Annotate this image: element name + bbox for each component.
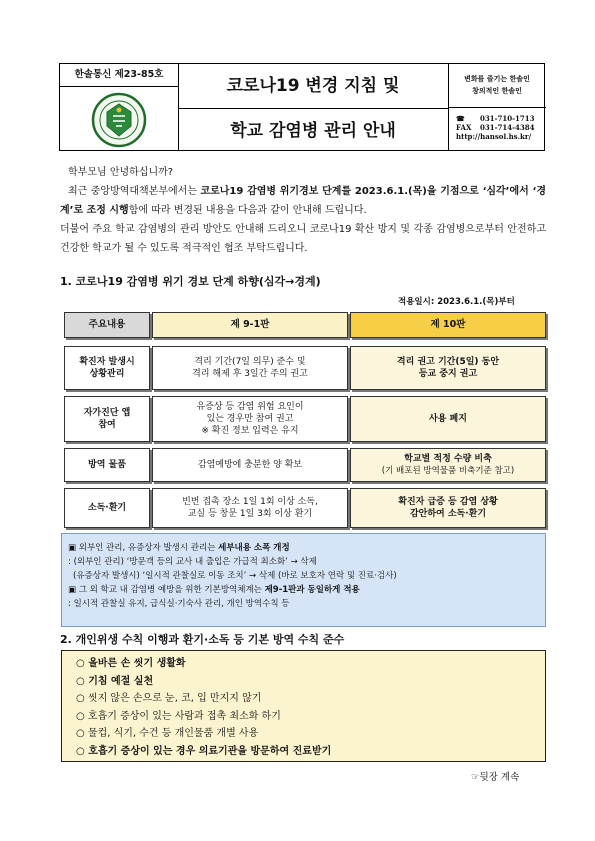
fax-label: FAX — [456, 123, 472, 132]
list-item: ○ 올바른 손 씻기 생활화 — [76, 658, 186, 669]
fax-number: 031-714-4384 — [480, 123, 535, 132]
phone-icon: ☎ — [456, 114, 465, 123]
intro-paragraph-1: 최근 중앙방역대책본부에서는 코로나19 감염병 위기경보 단계를 2023.6.1.(목)을 기점으로 ‘심각’에서 ‘경계’로 조정 시행함에 따라 변경된 내용을 다음과 같이 안내해 드립니다. — [60, 186, 546, 216]
header-title-cell — [178, 64, 449, 150]
list-item: ○ 호흡기 증상이 있는 경우 의료기관을 방문하여 진료받기 — [76, 745, 332, 757]
note-line: : (외부인 관리) ‘방문객 등의 교사 내 출입은 가급적 최소화’ → 삭제 — [68, 557, 317, 567]
doc-number: 한솔통신 제23-85호 — [60, 64, 178, 87]
row-item: 확진자 발생시 상황관리 — [64, 346, 150, 390]
row-v10: 확진자 급증 등 감염 상황 감안하여 소독·환기 — [350, 488, 546, 528]
row-item: 방역 물품 — [64, 448, 150, 482]
header-left-cell — [60, 64, 179, 150]
section1-title: 1. 코로나19 감염병 위기 경보 단계 하향(심각→경계) — [60, 275, 321, 288]
note-line: (유증상자 발생시) ‘일시적 관찰실로 이동 조치’ → 삭제 (바로 보호자 연락 및 진료·검사) — [73, 571, 397, 581]
list-item: ○ 씻지 않은 손으로 눈, 코, 입 만지지 않기 — [76, 693, 262, 704]
row-item: 소독·환기 — [64, 488, 150, 528]
row-v91: 감염예방에 충분한 양 확보 — [152, 448, 348, 482]
list-item: ○ 기침 예절 실천 — [76, 675, 154, 687]
title-line-1: 코로나19 변경 지침 및 — [178, 64, 448, 109]
note-line: ▣ 그 외 학교 내 감염병 예방을 위한 기본방역체계는 제9-1판과 동일하게 적용 — [68, 585, 360, 595]
row-v10: 학교별 적정 수량 비축 (기 배포된 방역물품 비축기준 참고) — [350, 448, 546, 482]
motto-line-1: 변화를 즐기는 한솔인 — [464, 74, 530, 83]
motto-line-2: 창의적인 한솔인 — [472, 86, 522, 95]
title-line-2: 학교 감염병 관리 안내 — [230, 121, 396, 141]
header-table — [59, 63, 545, 151]
intro-text — [60, 163, 546, 258]
contact-info — [448, 108, 546, 141]
revision-notes — [61, 533, 546, 627]
note-line: : 일시적 관찰실 유지, 급식실·기숙사 관리, 개인 방역수칙 등 — [68, 599, 290, 609]
header-v91: 제 9-1판 — [152, 312, 348, 338]
header-item: 주요내용 — [64, 312, 150, 338]
header-v10: 제 10판 — [350, 312, 546, 338]
school-seal-icon — [91, 92, 147, 148]
header-right-cell — [448, 64, 546, 150]
row-v91: 격리 기간(7일 의무) 준수 및 격리 해제 후 3일간 주의 권고 — [152, 346, 348, 390]
school-url[interactable]: http://hansol.hs.kr/ — [456, 132, 532, 141]
row-v10: 사용 폐지 — [350, 396, 546, 442]
school-motto — [448, 64, 546, 108]
row-v91: 유증상 등 감염 위험 요인이 있는 경우만 참여 권고 ※ 확진 정보 입력은 유지 — [152, 396, 348, 442]
intro-paragraph-2: 더불어 주요 학교 감염병의 관리 방안도 안내해 드리오니 코로나19 확산 방지 및 각종 감염병으로부터 안전하고 건강한 학교가 될 수 있도록 적극적인 협조 부탁드립니다. — [60, 224, 546, 254]
table-header-row — [60, 312, 546, 340]
row-v10: 격리 권고 기간(5일) 동안 등교 중지 권고 — [350, 346, 546, 390]
note-line: ▣ 외부인 관리, 유증상자 발생시 관리는 세부내용 소폭 개정 — [68, 543, 290, 553]
hygiene-rules-box — [61, 650, 546, 762]
section2-title: 2. 개인위생 수칙 이행과 환기·소독 등 기본 방역 수칙 준수 — [60, 633, 345, 646]
row-item: 자가진단 앱 참여 — [64, 396, 150, 442]
row-v91: 빈번 접촉 장소 1일 1회 이상 소독, 교실 등 창문 1일 3회 이상 환기 — [152, 488, 348, 528]
list-item: ○ 물컵, 식기, 수건 등 개인물품 개별 사용 — [76, 728, 259, 739]
list-item: ○ 호흡기 증상이 있는 사람과 접촉 최소화 하기 — [76, 710, 281, 722]
tel-number: 031-710-1713 — [480, 114, 535, 123]
continue-note: ☞뒷장 계속 — [471, 772, 520, 783]
greeting: 학부모님 안녕하십니까? — [68, 167, 174, 178]
effective-date: 적용일시: 2023.6.1.(목)부터 — [398, 297, 515, 307]
